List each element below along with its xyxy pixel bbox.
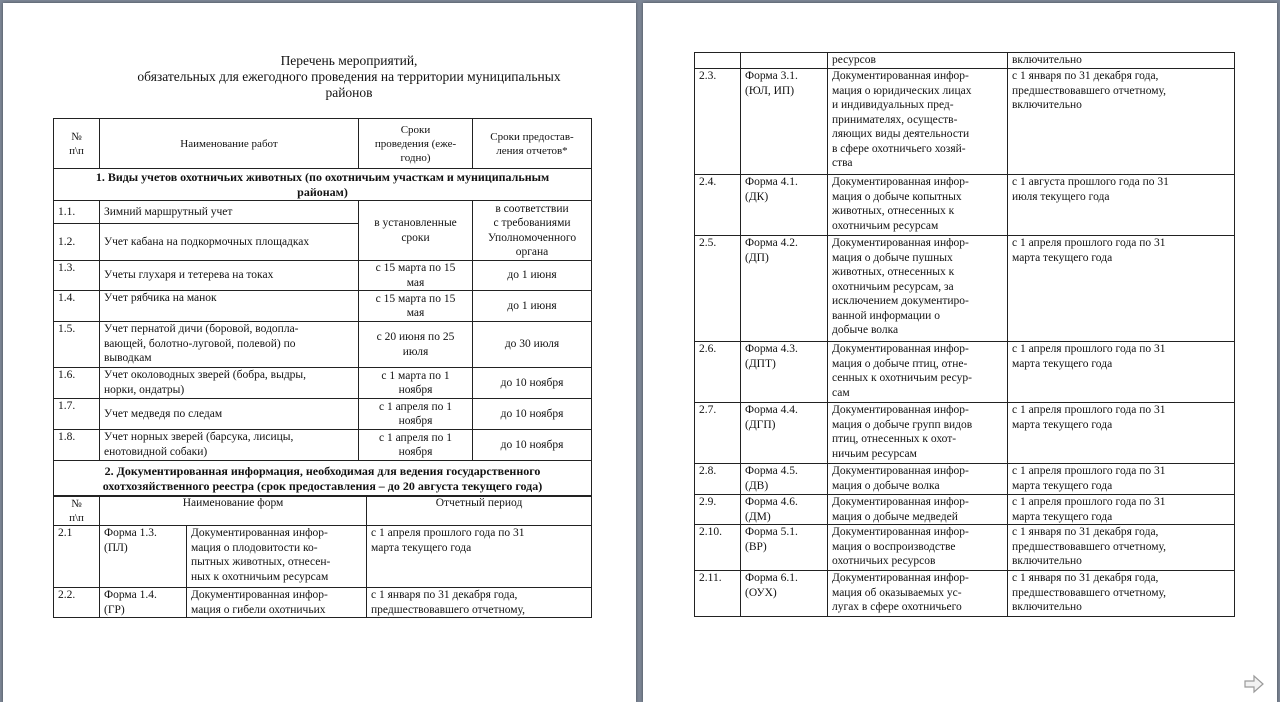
row-description: Документированная инфор- мация о добыче пушных животных, отнесенных к охотничьим ресурсам, за исключением документиро- ванной информации о добыче волка xyxy=(828,236,1008,342)
row-form: Форма 4.5. (ДВ) xyxy=(741,464,828,495)
table-row xyxy=(695,69,1235,175)
row-num: 2.8. xyxy=(695,464,741,495)
row-period: с 1 марта по 1 ноября xyxy=(359,368,473,399)
row-num: 2.11. xyxy=(695,571,741,617)
row-form: Форма 1.4. (ГР) xyxy=(100,588,187,618)
row-period: с 1 апреля прошлого года по 31 марта текущего года xyxy=(367,526,592,588)
row-name: Учет пернатой дичи (боровой, водопла- вающей, болотно-луговой, полевой) по выводкам xyxy=(100,322,359,368)
row-period: с 20 июня по 25 июля xyxy=(359,322,473,368)
row-num: 1.6. xyxy=(54,368,100,399)
page-title xyxy=(53,53,645,101)
row-period: с 15 марта по 15 мая xyxy=(359,261,473,291)
row-description: Документированная инфор- мация о плодовитости ко- пытных животных, отнесен- ных к охотничьим ресурсам xyxy=(187,526,367,588)
row-form: Форма 4.4. (ДГП) xyxy=(741,403,828,464)
row-num: 2.1 xyxy=(54,526,100,588)
forms-table-part1 xyxy=(53,495,592,618)
header-form-name: Наименование форм xyxy=(100,496,367,526)
row-period: с 1 января по 31 декабря года, предшествовавшего отчетному, включительно xyxy=(1008,571,1235,617)
table-row xyxy=(695,403,1235,464)
title-line: обязательных для ежегодного проведения на территории муниципальных xyxy=(137,69,561,84)
row-period: с 1 апреля прошлого года по 31 марта текущего года xyxy=(1008,495,1235,525)
row-description: Документированная инфор- мация о добыче волка xyxy=(828,464,1008,495)
row-period: с 1 января по 31 декабря года, предшествовавшего отчетному, включительно xyxy=(1008,69,1235,175)
arrow-right-icon[interactable] xyxy=(1243,674,1265,694)
table-row xyxy=(54,291,592,322)
header-num: № п\п xyxy=(54,119,100,169)
row-num: 1.5. xyxy=(54,322,100,368)
table-row xyxy=(695,464,1235,495)
row-num: 1.7. xyxy=(54,399,100,430)
row-period: с 1 апреля по 1 ноября xyxy=(359,399,473,430)
table-row xyxy=(54,368,592,399)
row-num: 1.3. xyxy=(54,261,100,291)
row-description: Документированная инфор- мация о добыче копытных животных, отнесенных к охотничьим ресурсам xyxy=(828,175,1008,236)
row-period: с 15 марта по 15 мая xyxy=(359,291,473,322)
table-row xyxy=(695,571,1235,617)
header-period: Сроки проведения (еже- годно) xyxy=(359,119,473,169)
row-name: Зимний маршрутный учет xyxy=(100,201,359,224)
row-period: с 1 апреля прошлого года по 31 марта текущего года xyxy=(1008,403,1235,464)
row-period: включительно xyxy=(1008,53,1235,69)
row-report: до 10 ноября xyxy=(473,368,592,399)
row-form: Форма 4.6. (ДМ) xyxy=(741,495,828,525)
row-num: 2.4. xyxy=(695,175,741,236)
row-period: с 1 апреля прошлого года по 31 марта текущего года xyxy=(1008,464,1235,495)
row-num: 2.7. xyxy=(695,403,741,464)
row-period: с 1 апреля прошлого года по 31 марта текущего года xyxy=(1008,342,1235,403)
table-row xyxy=(54,201,592,224)
row-description: Документированная инфор- мация о добыче групп видов птиц, отнесенных к охот- ничьим ресурсам xyxy=(828,403,1008,464)
row-form xyxy=(741,53,828,69)
row-form: Форма 5.1. (ВР) xyxy=(741,525,828,571)
section-1-title: 1. Виды учетов охотничьих животных (по охотничьим участкам и муниципальным районам) xyxy=(54,169,592,201)
row-num: 2.6. xyxy=(695,342,741,403)
section-header-row xyxy=(54,169,592,201)
row-report: до 10 ноября xyxy=(473,399,592,430)
row-description: Документированная инфор- мация о юридических лицах и индивидуальных пред- принимателях, осуществ- ляющих виды деятельности в сфере охотничьего хозяй- ства xyxy=(828,69,1008,175)
row-form: Форма 6.1. (ОУХ) xyxy=(741,571,828,617)
row-report: до 1 июня xyxy=(473,261,592,291)
header-report: Сроки предостав- ления отчетов* xyxy=(473,119,592,169)
row-description: Документированная инфор- мация о добыче птиц, отне- сенных к охотничьим ресур- сам xyxy=(828,342,1008,403)
table-row xyxy=(54,399,592,430)
row-num xyxy=(695,53,741,69)
row-name: Учет околоводных зверей (бобра, выдры, норки, ондатры) xyxy=(100,368,359,399)
row-num: 1.1. xyxy=(54,201,100,224)
row-report: до 10 ноября xyxy=(473,430,592,461)
row-num: 1.2. xyxy=(54,224,100,261)
document-page-left xyxy=(3,3,636,702)
row-name: Учет кабана на подкормочных площадках xyxy=(100,224,359,261)
row-num: 2.3. xyxy=(695,69,741,175)
header-name: Наименование работ xyxy=(100,119,359,169)
row-num: 2.10. xyxy=(695,525,741,571)
row-num: 1.4. xyxy=(54,291,100,322)
table-row xyxy=(54,261,592,291)
row-num: 2.2. xyxy=(54,588,100,618)
row-name: Учет медведя по следам xyxy=(100,399,359,430)
row-form: Форма 4.2. (ДП) xyxy=(741,236,828,342)
activities-table xyxy=(53,118,592,497)
row-name: Учет норных зверей (барсука, лисицы, енотовидной собаки) xyxy=(100,430,359,461)
row-period: с 1 августа прошлого года по 31 июля текущего года xyxy=(1008,175,1235,236)
row-form: Форма 4.1. (ДК) xyxy=(741,175,828,236)
table-row xyxy=(695,175,1235,236)
row-name: Учет рябчика на манок xyxy=(100,291,359,322)
row-form: Форма 1.3. (ПЛ) xyxy=(100,526,187,588)
row-description: Документированная инфор- мация об оказываемых ус- лугах в сфере охотничьего xyxy=(828,571,1008,617)
row-form: Форма 4.3. (ДПТ) xyxy=(741,342,828,403)
row-period: с 1 апреля по 1 ноября xyxy=(359,430,473,461)
row-period: с 1 января по 31 декабря года, предшествовавшего отчетному, xyxy=(367,588,592,618)
table-row xyxy=(54,430,592,461)
title-line: районов xyxy=(325,85,373,100)
row-name: Учеты глухаря и тетерева на токах xyxy=(100,261,359,291)
table-row xyxy=(695,495,1235,525)
forms-table-part2 xyxy=(694,52,1235,617)
header-report-period: Отчетный период xyxy=(367,496,592,526)
table-row xyxy=(54,322,592,368)
table-row xyxy=(695,525,1235,571)
row-num: 2.5. xyxy=(695,236,741,342)
section-header-row xyxy=(54,461,592,497)
table-header-row xyxy=(54,496,592,526)
table-row xyxy=(695,342,1235,403)
row-description: Документированная инфор- мация о воспроизводстве охотничьих ресурсов xyxy=(828,525,1008,571)
row-period: с 1 апреля прошлого года по 31 марта текущего года xyxy=(1008,236,1235,342)
title-line: Перечень мероприятий, xyxy=(280,53,418,68)
row-description: Документированная инфор- мация о добыче медведей xyxy=(828,495,1008,525)
row-num: 2.9. xyxy=(695,495,741,525)
section-2-title: 2. Документированная информация, необходимая для ведения государственного охотхозяйственного реестра (срок предоставления – до 20 августа текущего года) xyxy=(54,461,592,497)
document-page-right xyxy=(643,3,1277,702)
row-report: до 1 июня xyxy=(473,291,592,322)
table-header-row xyxy=(54,119,592,169)
row-form: Форма 3.1. (ЮЛ, ИП) xyxy=(741,69,828,175)
row-period-merged: в установленные сроки xyxy=(359,201,473,261)
table-row xyxy=(54,588,592,618)
row-report: до 30 июля xyxy=(473,322,592,368)
row-description: ресурсов xyxy=(828,53,1008,69)
row-period: с 1 января по 31 декабря года, предшествовавшего отчетному, включительно xyxy=(1008,525,1235,571)
row-report-merged: в соответствии с требованиями Уполномоченного органа xyxy=(473,201,592,261)
row-description: Документированная инфор- мация о гибели охотничьих xyxy=(187,588,367,618)
continuation-row xyxy=(695,53,1235,69)
table-row xyxy=(54,526,592,588)
header-num: № п\п xyxy=(54,496,100,526)
row-num: 1.8. xyxy=(54,430,100,461)
table-row xyxy=(695,236,1235,342)
